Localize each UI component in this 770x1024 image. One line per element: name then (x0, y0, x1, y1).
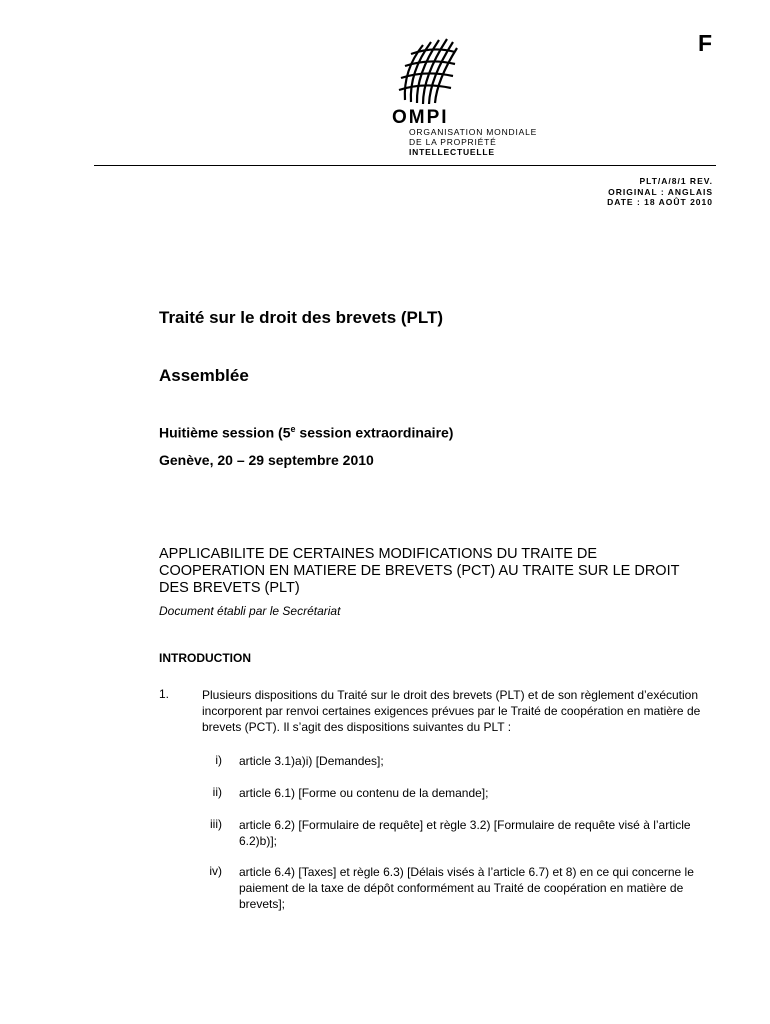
list-item-number: iii) (210, 817, 222, 831)
document-reference (607, 176, 713, 208)
venue-dates: Genève, 20 – 29 septembre 2010 (159, 452, 374, 468)
org-name-line-3: INTELLECTUELLE (409, 147, 495, 157)
language-code: F (698, 30, 713, 56)
list-item-number: ii) (212, 785, 222, 799)
byline: Document établi par le Secrétariat (159, 604, 341, 618)
list-item-text: article 6.1) [Forme ou contenu de la demande]; (239, 786, 489, 800)
wipo-globe-icon (393, 30, 463, 110)
list-item-number: i) (215, 753, 222, 767)
org-name-line-1: ORGANISATION MONDIALE (409, 127, 538, 137)
original-language: ORIGINAL : ANGLAIS (608, 186, 713, 197)
session-suffix: session extraordinaire) (295, 424, 454, 441)
header-divider (94, 165, 716, 166)
list-item-text: article 6.4) [Taxes] et règle 6.3) [Délais visés à l’article 6.7) et 8) en ce qui concerne le paiement de la taxe de dépôt conformément au Traité de coopération en matière de brevets]; (239, 865, 694, 911)
list-item-number: iv) (209, 864, 222, 878)
paragraph-number: 1. (159, 687, 170, 701)
document-symbol: PLT/A/8/1 REV. (639, 176, 713, 186)
session-prefix: Huitième session (5 (159, 424, 291, 441)
org-acronym: OMPI (392, 107, 449, 128)
list-item-text: article 3.1)a)i) [Demandes]; (239, 754, 384, 768)
session-title (159, 424, 453, 441)
paragraph-text: Plusieurs dispositions du Traité sur le droit des brevets (PLT) et de son règlement d’exécution incorporent par renvoi certaines exigences prévues par le Traité de coopération en matière de brevets (PCT). Il s’agit des dispositions suivantes du PLT : (202, 688, 701, 734)
document-heading: APPLICABILITE DE CERTAINES MODIFICATIONS DU TRAITE DE COOPERATION EN MATIERE DE BREVETS (PCT) AU TRAITE SUR LE DROIT DES BREVETS (PLT) (159, 546, 680, 596)
session-superscript: e (290, 424, 296, 434)
treaty-title: Traité sur le droit des brevets (PLT) (159, 308, 444, 327)
org-name-line-2: DE LA PROPRIÉTÉ (409, 137, 497, 147)
document-date: DATE : 18 AOÛT 2010 (607, 197, 713, 207)
section-title: INTRODUCTION (159, 651, 251, 665)
body-title: Assemblée (159, 366, 249, 385)
list-item-text: article 6.2) [Formulaire de requête] et règle 3.2) [Formulaire de requête visé à l’article 6.2)b)]; (239, 818, 691, 848)
